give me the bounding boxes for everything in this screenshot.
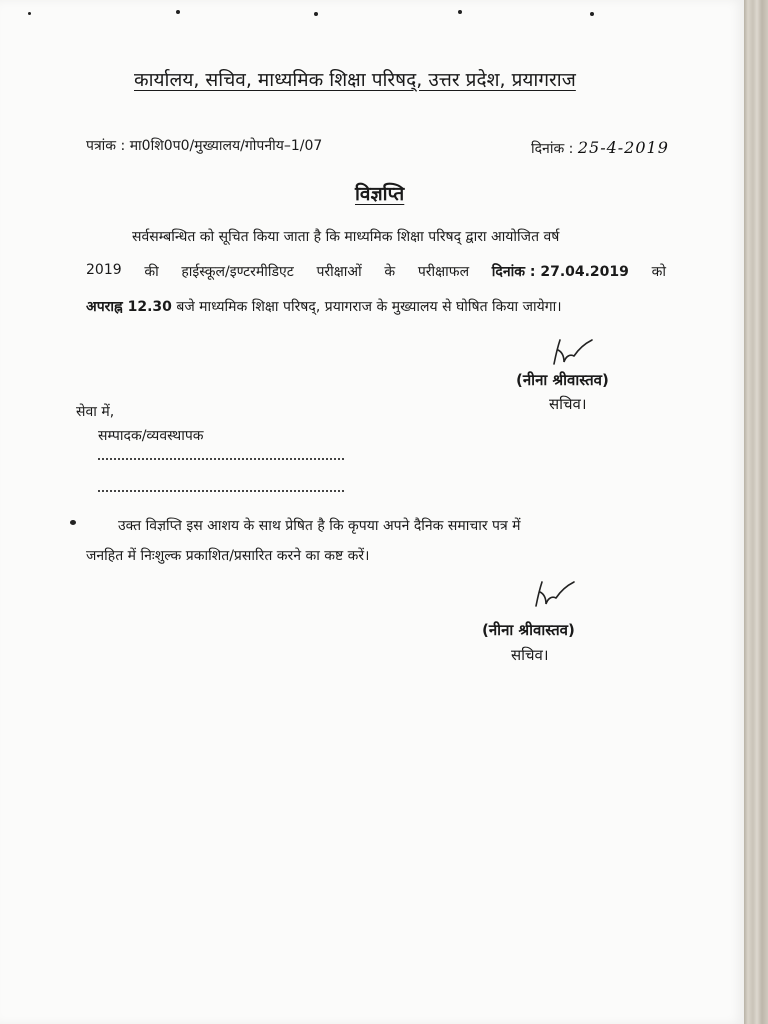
- signatory-name: (नीना श्रीवास्तव): [516, 371, 609, 389]
- body-line-3: [86, 297, 562, 316]
- signature-mark: [530, 578, 576, 610]
- body-word: के: [384, 264, 396, 280]
- forwarding-line-2: जनहित में निःशुल्क प्रकाशित/प्रसारित करने का कष्ट करें।: [86, 548, 370, 564]
- forwarding-line-1: उक्त विज्ञप्ति इस आशय के साथ प्रेषित है कि कृपया अपने दैनिक समाचार पत्र में: [118, 518, 521, 534]
- signatory-designation: सचिव।: [549, 395, 587, 413]
- body-line-1: सर्वसम्बन्धित को सूचित किया जाता है कि माध्यमिक शिक्षा परिषद् द्वारा आयोजित वर्ष: [132, 229, 560, 245]
- signatory-designation: सचिव।: [511, 646, 549, 664]
- scan-speck: [314, 12, 318, 16]
- reference-value: मा0शि0प0/मुख्यालय/गोपनीय–1/07: [129, 138, 323, 154]
- body-word: हाईस्कूल/इण्टरमीडिएट: [181, 264, 294, 280]
- result-time: अपराह्न 12.30: [86, 299, 172, 315]
- result-date: दिनांक : 27.04.2019: [491, 264, 629, 280]
- body-line-2: [86, 262, 666, 281]
- date-label: दिनांक :: [531, 141, 574, 157]
- blank-line: [98, 458, 344, 460]
- date-value: 25-4-2019: [577, 138, 669, 157]
- scan-speck: [176, 10, 180, 14]
- addressee-recipient: सम्पादक/व्यवस्थापक: [98, 428, 204, 444]
- body-word: परीक्षाओं: [316, 264, 362, 280]
- body-word: परीक्षाफल: [417, 264, 470, 280]
- signature-mark: [548, 336, 594, 368]
- body-line-3-rest: बजे माध्यमिक शिक्षा परिषद्, प्रयागराज के मुख्यालय से घोषित किया जायेगा।: [176, 299, 562, 315]
- page-edge: [744, 0, 768, 1024]
- scan-speck: [28, 12, 31, 15]
- body-word: को: [651, 264, 666, 280]
- body-word: 2019: [86, 262, 122, 278]
- notice-title: विज्ञप्ति: [355, 183, 405, 205]
- blank-line: [98, 490, 344, 492]
- issue-date: [531, 138, 669, 158]
- scan-speck: [590, 12, 594, 16]
- scan-speck: [458, 10, 462, 14]
- signatory-name: (नीना श्रीवास्तव): [482, 621, 575, 639]
- office-heading: कार्यालय, सचिव, माध्यमिक शिक्षा परिषद्, उत्तर प्रदेश, प्रयागराज: [134, 69, 576, 91]
- body-word: की: [144, 264, 159, 280]
- reference-number: [86, 136, 322, 155]
- addressee-label: सेवा में,: [76, 404, 115, 420]
- reference-label: पत्रांक :: [86, 138, 126, 154]
- scan-speck: [70, 520, 76, 525]
